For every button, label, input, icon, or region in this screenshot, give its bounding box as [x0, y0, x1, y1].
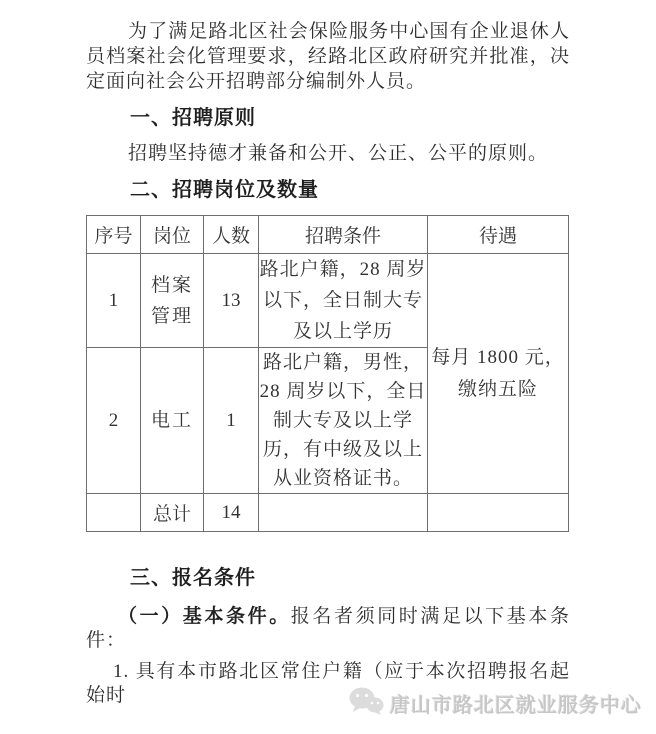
- cell-count: 13: [204, 254, 259, 348]
- table-header-row: [87, 216, 569, 254]
- positions-table: [86, 215, 569, 532]
- document-content: [86, 0, 570, 708]
- cell-no-empty: [87, 494, 141, 532]
- cell-treatment-merged: 每月 1800 元，缴纳五险: [428, 254, 569, 494]
- table-row-total: [87, 494, 569, 532]
- section-heading-positions-quantity: 二、招聘岗位及数量: [130, 179, 319, 201]
- cell-conditions: 路北户籍，28 周岁以下，全日制大专及以上学历: [259, 254, 428, 348]
- cell-treatment-empty: [428, 494, 569, 532]
- cell-count: 1: [204, 348, 259, 494]
- cell-total-count: 14: [204, 494, 259, 532]
- cell-position: 电工: [141, 348, 204, 494]
- principle-paragraph: 招聘坚持德才兼备和公开、公正、公平的原则。: [128, 143, 549, 164]
- section-heading-recruit-principle: 一、招聘原则: [130, 107, 256, 129]
- col-header-no: 序号: [87, 216, 141, 254]
- cell-no: 1: [87, 254, 141, 348]
- cell-no: 2: [87, 348, 141, 494]
- col-header-count: 人数: [204, 216, 259, 254]
- condition-item-1: 1. 具有本市路北区常住户籍（应于本次招聘报名起始时: [86, 661, 570, 706]
- wechat-icon: [348, 686, 384, 721]
- cell-conditions-empty: [259, 494, 428, 532]
- col-header-position: 岗位: [141, 216, 204, 254]
- watermark: [348, 686, 642, 721]
- col-header-conditions: 招聘条件: [259, 216, 428, 254]
- basic-conditions-label: （一）基本条件。: [118, 606, 291, 627]
- cell-conditions: 路北户籍，男性，28 周岁以下，全日制大专及以上学历，有中级及以上从业资格证书。: [259, 348, 428, 494]
- basic-conditions-text: 报名者须同时满足以下基本条件：: [86, 606, 570, 651]
- cell-total-label: 总计: [141, 494, 204, 532]
- intro-paragraph: 为了满足路北区社会保险服务中心国有企业退休人员档案社会化管理要求，经路北区政府研究并批准，决定面向社会公开招聘部分编制外人员。: [86, 21, 570, 92]
- basic-conditions-paragraph: [86, 605, 570, 653]
- section-heading-application-conditions: 三、报名条件: [130, 567, 256, 589]
- table-row-archive-management: [87, 254, 569, 348]
- watermark-text: 唐山市路北区就业服务中心: [390, 695, 642, 717]
- col-header-treatment: 待遇: [428, 216, 569, 254]
- cell-position: 档案管理: [141, 254, 204, 348]
